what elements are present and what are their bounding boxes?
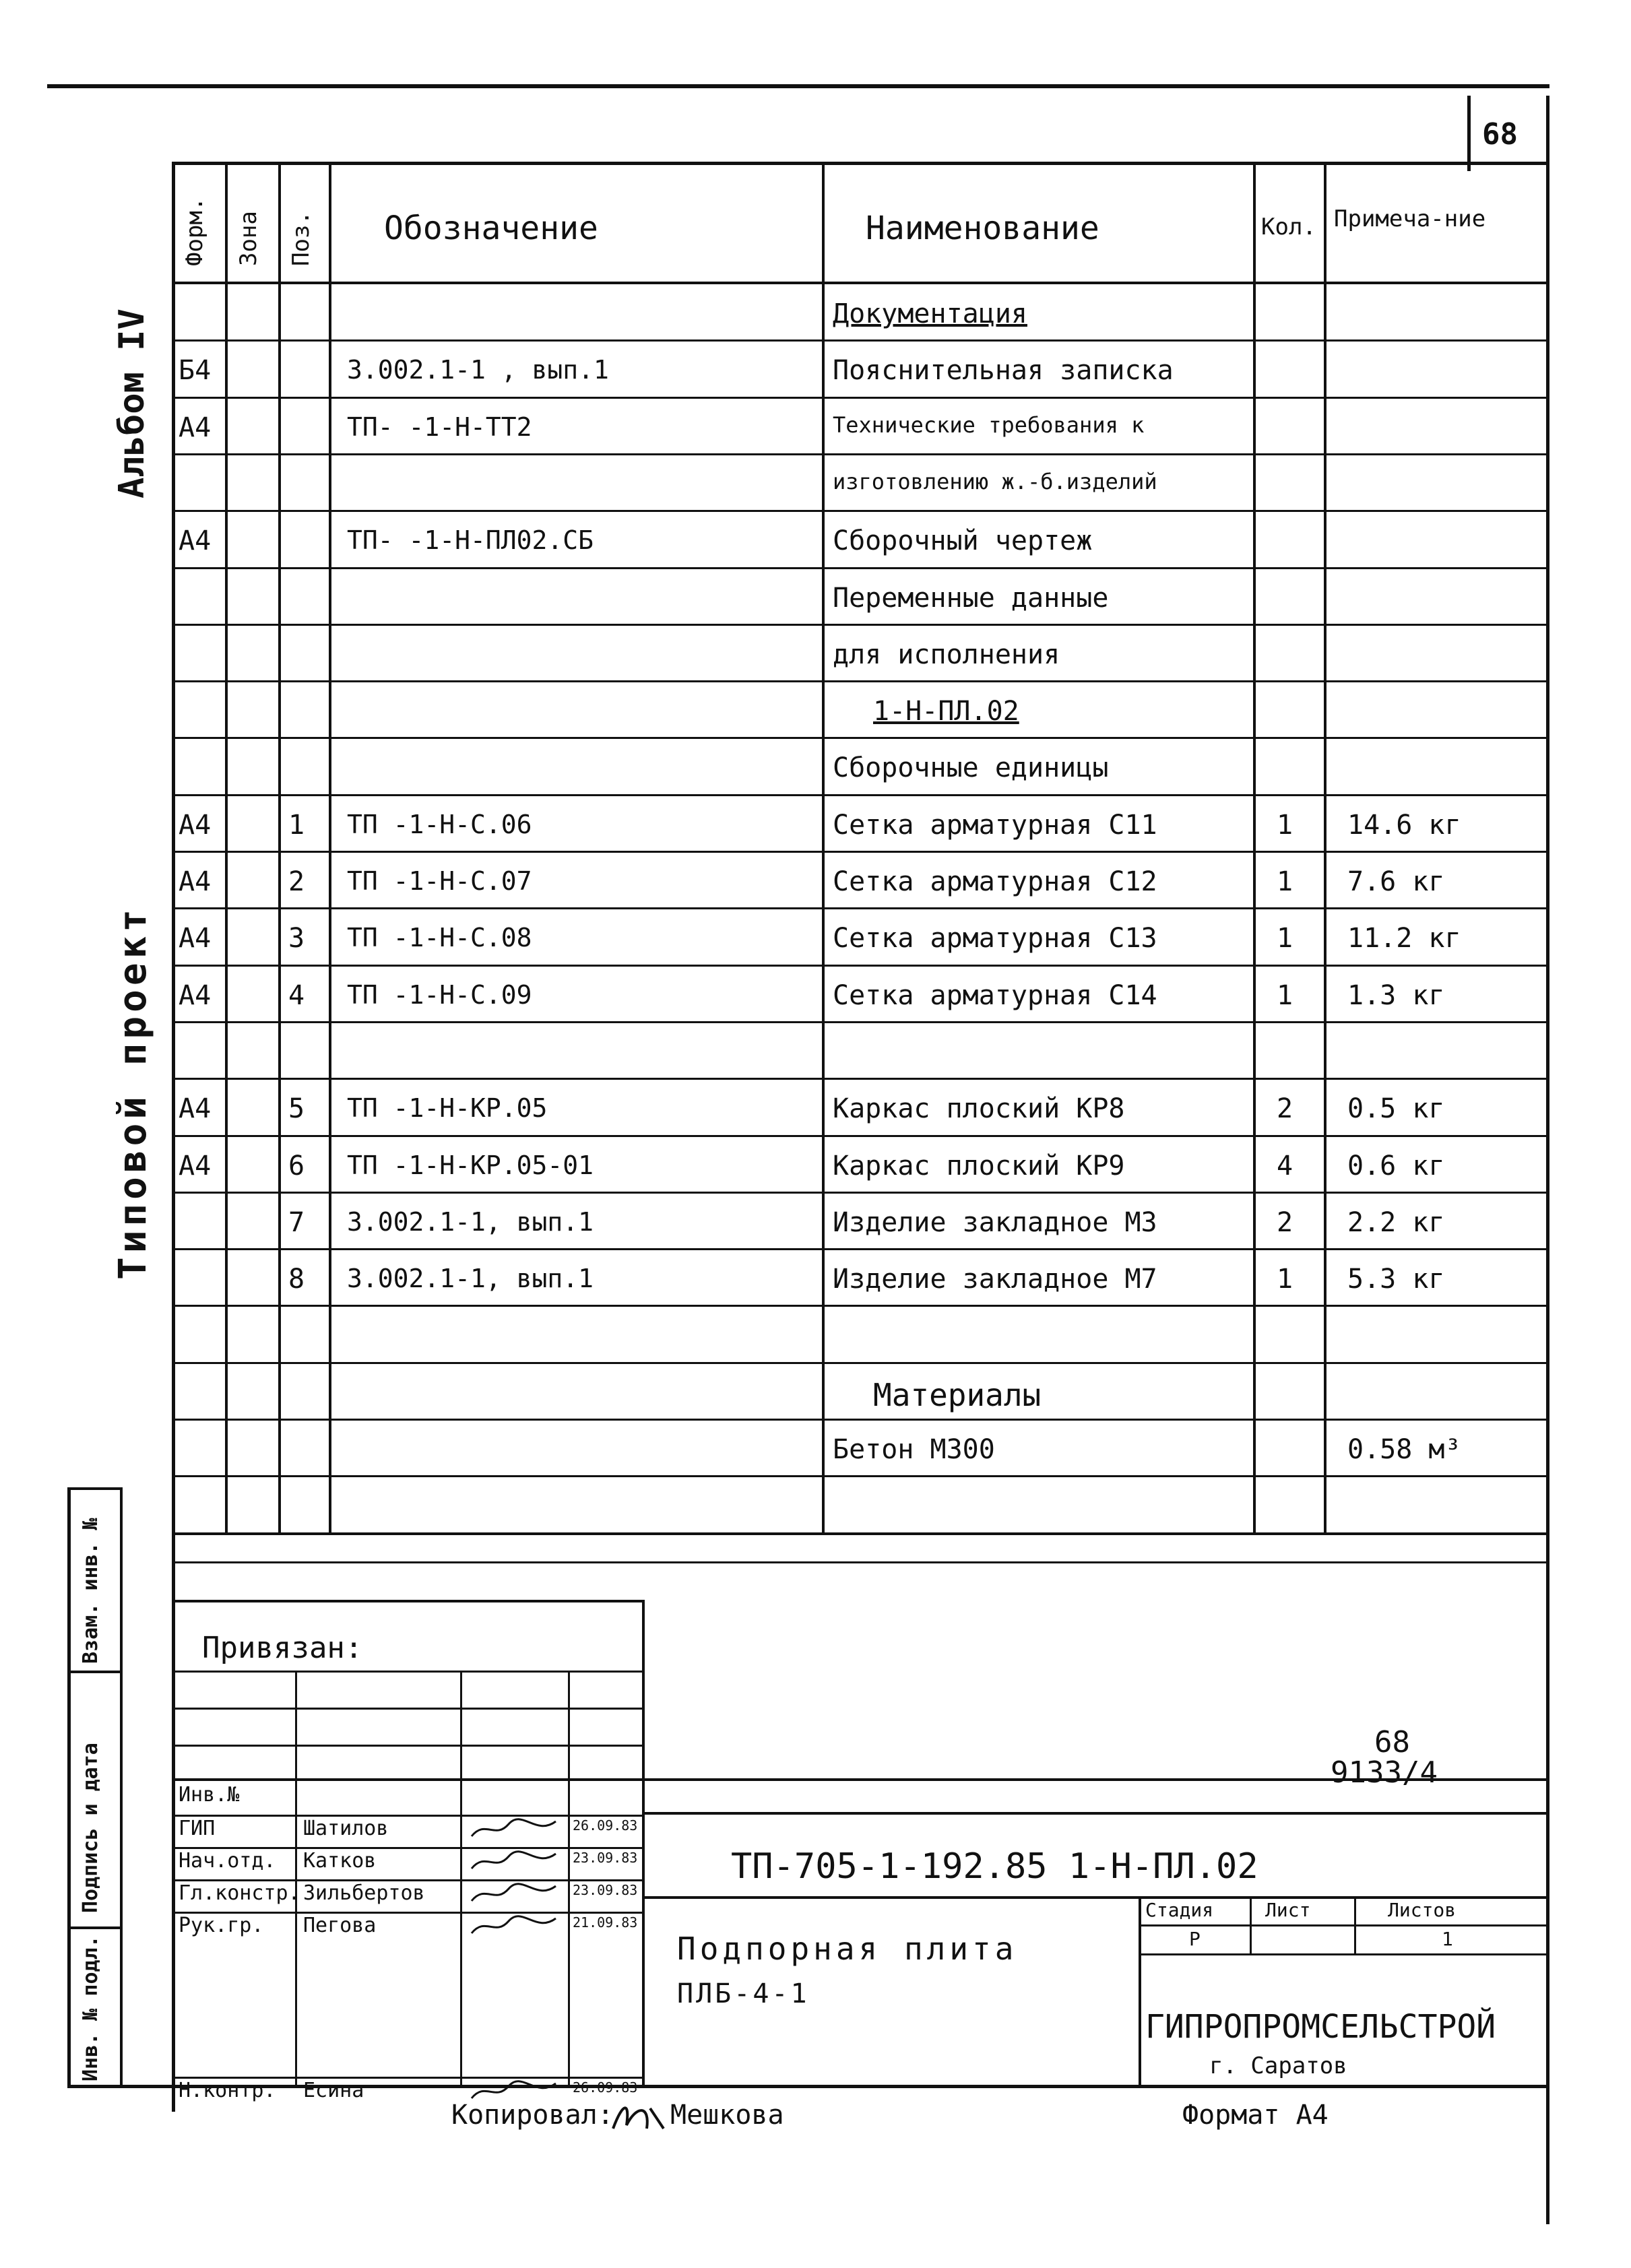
frame-top	[172, 162, 1549, 165]
tb-date: 26.09.83	[573, 2079, 638, 2096]
row-form: А4	[179, 1150, 212, 1181]
tb-person: Катков	[303, 1849, 377, 1873]
signature-mark	[468, 1881, 563, 1908]
page-number: 68	[1482, 117, 1518, 152]
row-name: Сетка арматурная С13	[833, 923, 1157, 954]
row-note: 0.6 кг	[1347, 1150, 1445, 1181]
header-bottom-line	[172, 282, 1549, 284]
tb-role: Нач.отд.	[179, 1849, 276, 1873]
row-name: Каркас плоский КР9	[833, 1150, 1125, 1181]
row-designation: 3.002.1-1, вып.1	[347, 1206, 594, 1237]
side-label-album: Альбом IV	[112, 309, 152, 498]
tb-stage: Р	[1189, 1928, 1201, 1950]
stamp-label-sign: Подпись и дата	[79, 1743, 102, 1913]
footer-copier: Мешкова	[670, 2100, 784, 2131]
table-row-line	[172, 1419, 1549, 1421]
row-form: А4	[179, 979, 212, 1011]
tb-sheets-label: Листов	[1388, 1899, 1457, 1921]
row-designation: ТП -1-Н-С.09	[347, 979, 532, 1010]
table-row-line	[172, 1192, 1549, 1194]
row-name: Бетон М300	[833, 1434, 995, 1465]
row-note: 0.5 кг	[1347, 1093, 1445, 1125]
row-note: 2.2 кг	[1347, 1206, 1445, 1238]
row-qty: 1	[1277, 1264, 1293, 1295]
row-pos: 4	[288, 979, 305, 1011]
top-border	[47, 84, 1549, 88]
signature-mark	[468, 1848, 563, 1875]
tb-doc-code: ТП-705-1-192.85 1-Н-ПЛ.02	[731, 1846, 1258, 1887]
tb-date: 23.09.83	[573, 1882, 638, 1898]
row-name: Сетка арматурная С12	[833, 866, 1157, 897]
col-sep-pos	[278, 162, 281, 1532]
row-name: для исполнения	[833, 639, 1060, 670]
tb-row-line-3	[172, 1745, 643, 1747]
row-name: Технические требования к	[833, 412, 1145, 438]
page-number-box-right	[1546, 96, 1549, 2224]
row-name: Сетка арматурная С14	[833, 979, 1157, 1011]
col-sep-zone	[225, 162, 228, 1532]
stamp-top	[67, 1487, 121, 1490]
header-zone: Зона	[235, 211, 262, 266]
row-form: А4	[179, 866, 212, 897]
tb-ref-number-bottom: 9133/4	[1331, 1755, 1438, 1790]
tb-product-name: Подпорная плита	[677, 1931, 1018, 1967]
stamp-sep-1	[67, 1671, 121, 1673]
row-name: Материалы	[873, 1376, 1042, 1413]
tb-grid-v1	[295, 1671, 297, 2085]
table-row-line	[172, 339, 1549, 342]
tb-row-line-1	[172, 1671, 643, 1673]
row-form: А4	[179, 923, 212, 954]
tb-inv-no: Инв.№	[179, 1783, 240, 1807]
tb-privyazan: Привязан:	[202, 1631, 363, 1665]
row-designation: ТП -1-Н-С.08	[347, 923, 532, 953]
row-pos: 2	[288, 866, 305, 897]
header-note: Примеча-ние	[1334, 205, 1486, 232]
header-form: Форм.	[181, 197, 208, 266]
table-row-line	[172, 397, 1549, 399]
col-sep-qty	[1253, 162, 1256, 1532]
row-note: 0.58 м³	[1347, 1434, 1461, 1465]
row-form: А4	[179, 412, 212, 443]
row-form: А4	[179, 809, 212, 841]
row-form: А4	[179, 525, 212, 557]
row-pos: 3	[288, 923, 305, 954]
row-name: Изделие закладное М3	[833, 1206, 1157, 1238]
tb-role: Рук.гр.	[179, 1914, 264, 1937]
table-bottom-line-2	[172, 1561, 1549, 1563]
table-row-line	[172, 851, 1549, 853]
row-name: 1-Н-ПЛ.02	[873, 696, 1019, 727]
tb-code-row-top	[642, 1812, 1549, 1815]
row-designation: ТП -1-Н-КР.05-01	[347, 1150, 594, 1180]
row-name: Сборочный чертеж	[833, 525, 1093, 557]
footer-format: Формат А4	[1182, 2100, 1329, 2131]
tb-stage-h1	[1139, 1924, 1549, 1926]
row-designation: 3.002.1-1, вып.1	[347, 1264, 594, 1294]
row-form: А4	[179, 1093, 212, 1125]
signature-initials	[610, 2095, 670, 2135]
table-row-line	[172, 794, 1549, 796]
col-sep-note	[1324, 162, 1326, 1532]
row-pos: 5	[288, 1093, 305, 1125]
row-note: 11.2 кг	[1347, 923, 1461, 954]
row-designation: 3.002.1-1 , вып.1	[347, 355, 609, 385]
stamp-outer-left	[67, 1487, 71, 2087]
tb-stage-label: Стадия	[1145, 1899, 1214, 1921]
row-qty: 2	[1277, 1206, 1293, 1238]
tb-person: Зильбертов	[303, 1881, 425, 1905]
row-pos: 7	[288, 1206, 305, 1238]
col-sep-designation	[329, 162, 331, 1532]
signature-mark	[468, 1816, 563, 1843]
row-note: 7.6 кг	[1347, 866, 1445, 897]
table-row-line	[172, 1248, 1549, 1250]
table-row-line	[172, 1078, 1549, 1080]
row-name: Сборочные единицы	[833, 752, 1109, 784]
tb-person: Шатилов	[303, 1817, 389, 1840]
tb-privyazan-top	[172, 1600, 643, 1602]
col-sep-name	[822, 162, 825, 1532]
table-row-line	[172, 567, 1549, 569]
row-qty: 1	[1277, 979, 1293, 1011]
tb-grid-v3	[568, 1671, 570, 2085]
row-note: 14.6 кг	[1347, 809, 1461, 841]
stamp-inner-left	[120, 1487, 123, 2087]
tb-right-vertical	[642, 1600, 645, 2085]
header-pos: Поз.	[288, 211, 315, 266]
tb-date: 26.09.83	[573, 1817, 638, 1834]
row-name: Каркас плоский КР8	[833, 1093, 1125, 1125]
row-designation: ТП- -1-Н-ПЛ02.СБ	[347, 525, 594, 556]
row-designation: ТП -1-Н-КР.05	[347, 1093, 548, 1124]
header-name: Наименование	[866, 209, 1099, 247]
tb-sheet-label: Лист	[1265, 1899, 1311, 1921]
row-form: Б4	[179, 355, 212, 387]
table-row-line	[172, 1021, 1549, 1023]
row-note: 1.3 кг	[1347, 979, 1445, 1011]
table-row-line	[172, 1362, 1549, 1364]
header-designation: Обозначение	[384, 209, 598, 247]
table-row-line	[172, 907, 1549, 909]
row-name: Пояснительная записка	[833, 355, 1174, 387]
table-row-line	[172, 1532, 1549, 1534]
row-designation: ТП -1-Н-С.06	[347, 809, 532, 839]
tb-grid-v2	[460, 1671, 462, 2085]
row-qty: 1	[1277, 866, 1293, 897]
tb-person: Есина	[303, 2078, 364, 2102]
row-name: Изделие закладное М7	[833, 1264, 1157, 1295]
tb-role-line	[172, 1815, 643, 1817]
tb-person: Пегова	[303, 1914, 377, 1937]
tb-city: г. Саратов	[1209, 2052, 1347, 2079]
stamp-sep-2	[67, 1926, 121, 1929]
table-row-line	[172, 1135, 1549, 1137]
row-name: изготовлению ж.-б.изделий	[833, 468, 1157, 494]
page-number-box-left	[1467, 96, 1471, 171]
frame-bottom	[67, 2085, 1549, 2088]
table-row-line	[172, 965, 1549, 967]
table-row-line	[172, 510, 1549, 512]
table-row-line	[172, 624, 1549, 626]
tb-role: Гл.констр.	[179, 1881, 300, 1905]
row-designation: ТП -1-Н-С.07	[347, 866, 532, 896]
tb-ref-number-top: 68	[1374, 1725, 1410, 1759]
tb-org: ГИПРОПРОМСЕЛЬСТРОЙ	[1145, 2008, 1496, 2046]
table-row-line	[172, 1305, 1549, 1307]
tb-product-code: ПЛБ-4-1	[677, 1978, 810, 2009]
row-name: Документация	[833, 298, 1027, 329]
row-qty: 1	[1277, 809, 1293, 841]
table-row-line	[172, 680, 1549, 682]
tb-role: Н.контр.	[179, 2078, 276, 2102]
row-qty: 1	[1277, 923, 1293, 954]
header-qty: Кол.	[1261, 214, 1316, 240]
tb-date: 23.09.83	[573, 1850, 638, 1866]
footer-copied: Копировал:	[451, 2100, 614, 2131]
tb-sheets: 1	[1442, 1928, 1453, 1950]
stamp-label-vzam: Взам. инв. №	[79, 1518, 102, 1664]
row-name: Переменные данные	[833, 582, 1109, 614]
table-row-line	[172, 1475, 1549, 1477]
table-row-line	[172, 453, 1549, 455]
row-designation: ТП- -1-Н-ТТ2	[347, 412, 532, 442]
signature-mark	[468, 1913, 563, 1940]
row-pos: 6	[288, 1150, 305, 1181]
row-pos: 1	[288, 809, 305, 841]
stamp-label-inv: Инв. № подл.	[79, 1935, 102, 2081]
tb-date: 21.09.83	[573, 1914, 638, 1931]
tb-stage-h2	[1139, 1953, 1549, 1955]
row-qty: 4	[1277, 1150, 1293, 1181]
row-note: 5.3 кг	[1347, 1264, 1445, 1295]
side-label-project: Типовой проект	[111, 905, 155, 1280]
row-name: Сетка арматурная С11	[833, 809, 1157, 841]
row-pos: 8	[288, 1264, 305, 1295]
table-row-line	[172, 737, 1549, 739]
tb-role: ГИП	[179, 1817, 216, 1840]
row-qty: 2	[1277, 1093, 1293, 1125]
tb-row-line-2	[172, 1708, 643, 1710]
